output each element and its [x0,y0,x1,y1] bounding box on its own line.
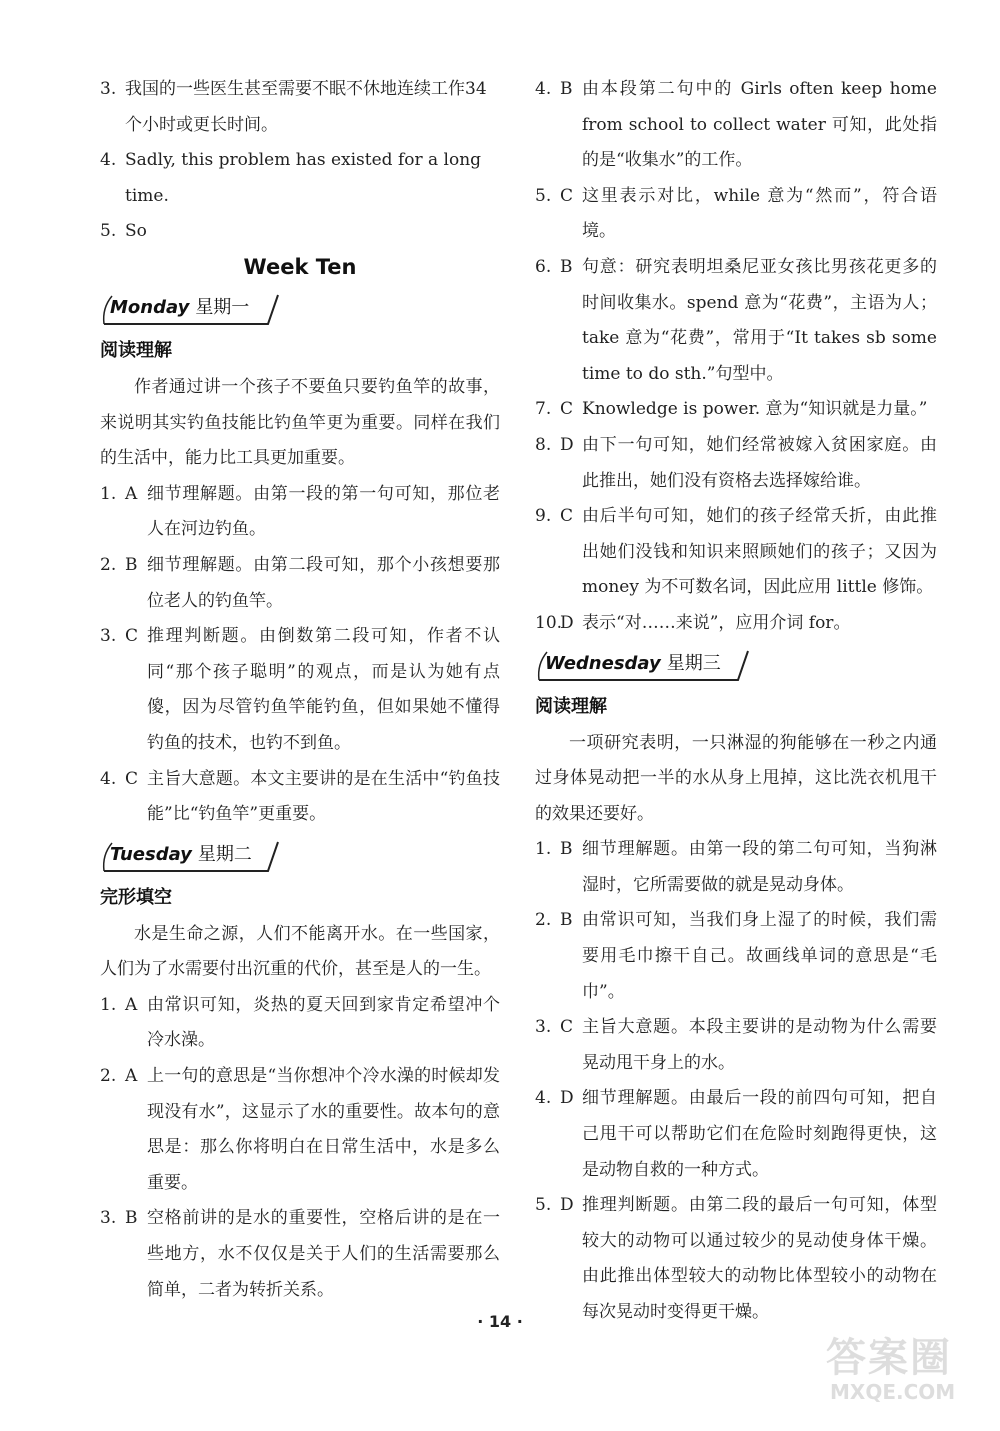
item-number: 3. [100,626,117,647]
left-column [100,72,500,1308]
day-en: Tuesday [110,843,192,865]
item-answer: D [560,1088,574,1109]
answer-item [100,1059,500,1201]
item-explanation: 细节理解题。由第一段的第一句可知，那位老人在河边钓鱼。 [147,483,500,540]
answer-item [535,428,937,499]
item-number: 1. [100,483,117,504]
tuesday-answers-continued [535,72,937,642]
intro-paragraph: 一项研究表明，一只淋湿的狗能够在一秒之内通过身体晃动把一半的水从身上甩掉，这比洗衣机甩干的效果还要好。 [535,732,937,824]
section-heading: 完形填空 [100,886,172,908]
item-number: 6. [535,256,552,277]
item-answer: D [560,1195,574,1216]
item-number: 10. [535,612,563,633]
item-answer: D [560,612,574,633]
item-answer: C [125,768,139,789]
item-answer: A [125,483,138,504]
answer-item [100,72,500,143]
wednesday-answers [535,832,937,1330]
day-en: Wednesday [545,652,661,674]
item-answer: B [560,839,573,860]
item-number: 4. [100,768,117,789]
answer-item [100,477,500,548]
answer-item [100,988,500,1059]
item-number: 9. [535,506,552,527]
item-explanation: 细节理解题。由最后一段的前四句可知，把自己甩干可以帮助它们在危险时刻跑得更快，这是动物自救的一种方式。 [582,1088,937,1180]
answer-item [535,179,937,250]
item-explanation: Sadly, this problem has existed for a long time. [125,150,482,206]
day-cn: 星期三 [666,652,721,674]
item-number: 2. [100,1066,117,1087]
day-cn: 星期一 [195,296,250,318]
item-number: 4. [100,150,117,171]
answer-item [535,606,937,642]
item-explanation: 句意：研究表明坦桑尼亚女孩比男孩花更多的时间收集水。spend 意为“花费”，主语为人；take 意为“花费”，常用于“It takes sb some time to do sth.”句型中。 [582,256,937,384]
item-answer: D [560,434,574,455]
answer-item [100,548,500,619]
item-answer: A [125,1066,138,1087]
intro-paragraph: 水是生命之源，人们不能离开水。在一些国家，人们为了水需要付出沉重的代价，甚至是人的一生。 [100,923,500,980]
item-number: 4. [535,1088,552,1109]
item-answer: A [125,994,138,1015]
item-explanation: Knowledge is power. 意为“知识就是力量。” [582,399,928,420]
item-explanation: 由本段第二句中的 Girls often keep home from school to collect water 可知，此处指的是“收集水”的工作。 [582,79,937,171]
item-explanation: 我国的一些医生甚至需要不眠不休地连续工作34个小时或更长时间。 [125,79,487,135]
item-number: 3. [535,1017,552,1038]
item-number: 1. [100,994,117,1015]
item-explanation: So [125,221,147,242]
item-number: 2. [535,910,552,931]
item-answer: B [560,79,573,99]
item-number: 5. [535,185,552,206]
day-cn: 星期二 [197,843,252,865]
item-explanation: 推理判断题。由倒数第二段可知，作者不认同“那个孩子聪明”的观点，而是认为她有点傻，因为尽管钓鱼竿能钓鱼，但如果她不懂得钓鱼的技术，也钓不到鱼。 [147,626,500,753]
item-explanation: 上一句的意思是“当你想冲个冷水澡的时候却发现没有水”，这显示了水的重要性。故本句的意思是：那么你将明白在日常生活中，水是多么重要。 [147,1066,500,1193]
day-label-monday [100,292,500,326]
monday-answers [100,477,500,833]
answer-item [535,832,937,903]
answer-item [100,1201,500,1308]
tuesday-answers [100,988,500,1308]
answer-item [535,1188,937,1330]
day-label-wednesday [535,648,937,682]
answer-item [100,762,500,833]
item-answer: C [125,626,139,647]
right-column [535,72,937,1331]
page-number: · 14 · [477,1312,523,1331]
answer-item [535,72,937,179]
item-number: 3. [100,79,117,99]
item-number: 3. [100,1208,117,1229]
item-answer: B [560,910,573,931]
item-explanation: 细节理解题。由第一段的第二句可知，当狗淋湿时，它所需要做的就是晃动身体。 [582,839,937,895]
item-number: 1. [535,839,552,860]
item-explanation: 推理判断题。由第二段的最后一句可知，体型较大的动物可以通过较少的晃动使身体干燥。由此推出体型较大的动物比体型较小的动物在每次晃动时变得更干燥。 [582,1195,937,1322]
item-answer: C [560,1017,574,1038]
item-answer: C [560,506,574,527]
answer-item [535,392,937,428]
item-number: 8. [535,434,552,455]
answer-item [535,499,937,606]
item-answer: B [125,1208,138,1229]
item-explanation: 由下一句可知，她们经常被嫁入贫困家庭。由此推出，她们没有资格去选择嫁给谁。 [582,434,937,491]
left-top-items [100,72,500,250]
item-answer: B [125,554,138,575]
item-explanation: 空格前讲的是水的重要性，空格后讲的是在一些地方，水不仅仅是关于人们的生活需要那么简单，二者为转折关系。 [147,1208,500,1300]
day-label-tuesday [100,839,500,873]
answer-item [100,214,500,250]
watermark-logo [826,1336,976,1416]
watermark-url: MXQE.COM [830,1380,956,1404]
item-explanation: 细节理解题。由第二段可知，那个小孩想要那位老人的钓鱼竿。 [147,554,500,611]
section-heading: 阅读理解 [100,339,172,361]
answer-item [535,250,937,392]
item-explanation: 主旨大意题。本段主要讲的是动物为什么需要晃动甩干身上的水。 [582,1017,937,1073]
answer-item [100,143,500,214]
item-explanation: 由常识可知，当我们身上湿了的时候，我们需要用毛巾擦干自己。故画线单词的意思是“毛巾”。 [582,910,937,1002]
answer-item [535,903,937,1010]
item-number: 4. [535,79,552,99]
answer-item [535,1081,937,1188]
item-explanation: 主旨大意题。本文主要讲的是在生活中“钓鱼技能”比“钓鱼竿”更重要。 [147,768,500,825]
item-explanation: 表示“对……来说”，应用介词 for。 [582,612,851,633]
item-explanation: 由后半句可知，她们的孩子经常夭折，由此推出她们没钱和知识来照顾她们的孩子；又因为 money 为不可数名词，因此应用 little 修饰。 [582,506,937,598]
item-number: 2. [100,554,117,575]
item-explanation: 这里表示对比，while 意为“然而”，符合语境。 [582,185,937,242]
week-title: Week Ten [243,254,357,279]
answer-item [100,619,500,761]
section-heading: 阅读理解 [535,695,607,717]
item-explanation: 由常识可知，炎热的夏天回到家肯定希望冲个冷水澡。 [147,994,500,1051]
item-answer: C [560,185,574,206]
item-answer: B [560,256,573,277]
item-answer: C [560,399,574,420]
day-en: Monday [110,296,190,318]
item-number: 7. [535,399,552,420]
intro-paragraph: 作者通过讲一个孩子不要鱼只要钓鱼竿的故事，来说明其实钓鱼技能比钓鱼竿更为重要。同样在我们的生活中，能力比工具更加重要。 [100,376,500,469]
answer-item [535,1010,937,1081]
item-number: 5. [100,221,117,242]
item-number: 5. [535,1195,552,1216]
watermark-title: 答案圈 [826,1335,952,1381]
